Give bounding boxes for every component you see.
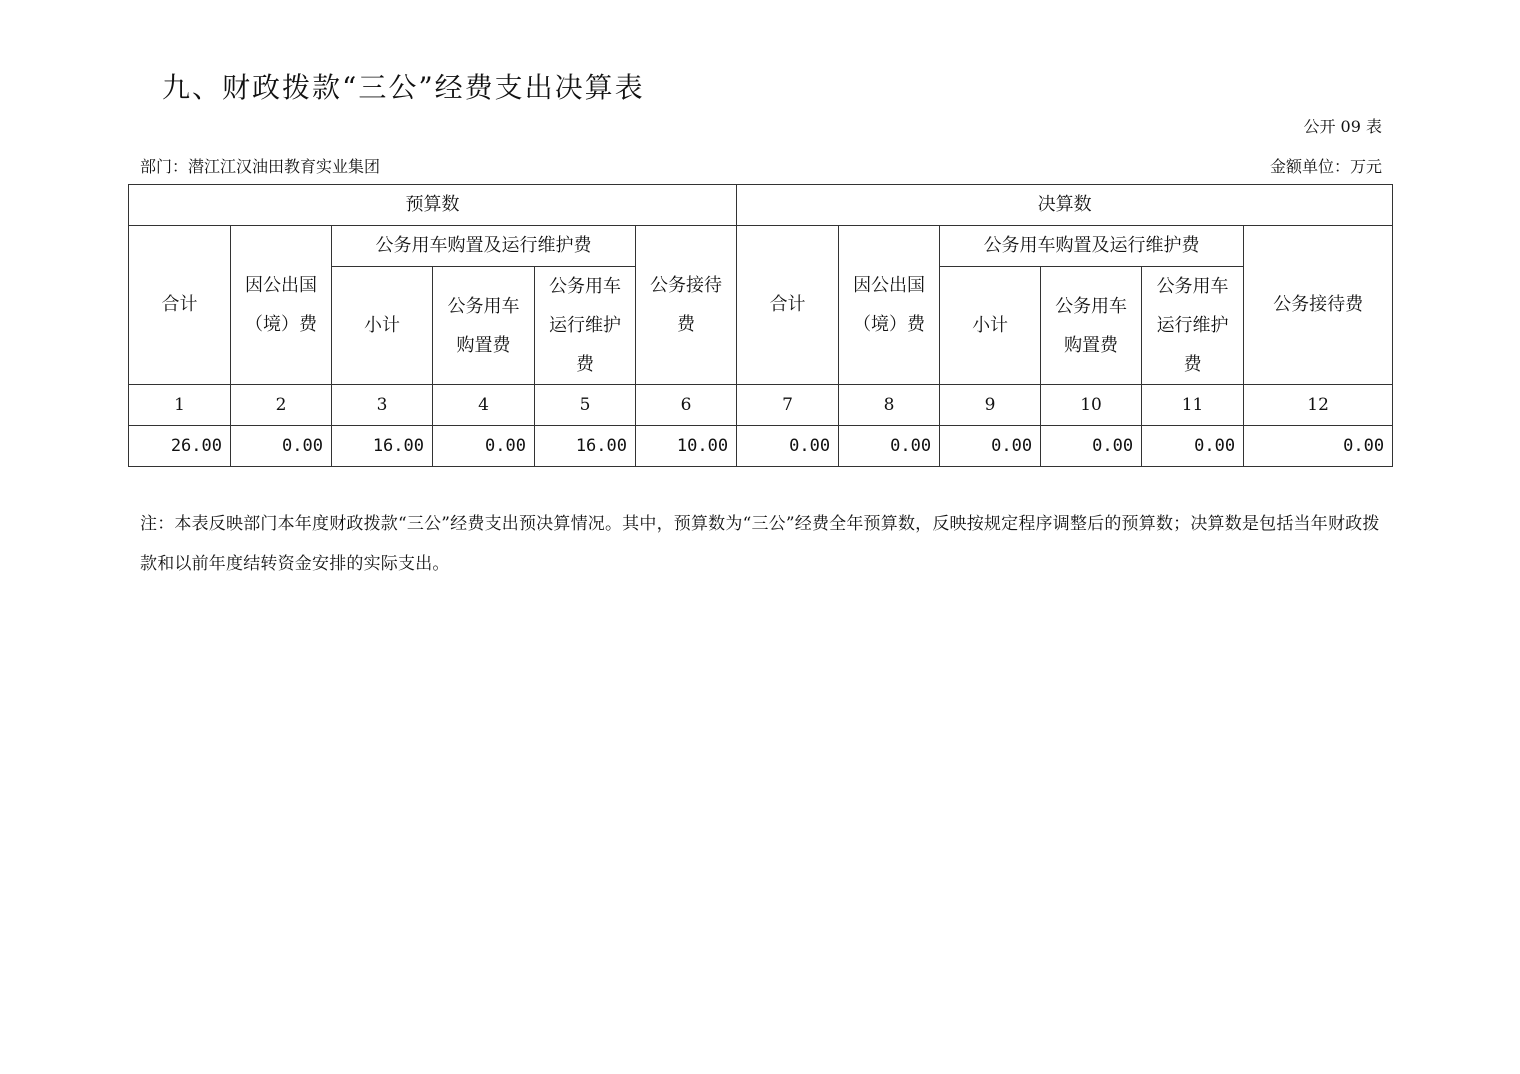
value-cell: 16.00 bbox=[535, 426, 636, 467]
page-title: 九、财政拨款“三公”经费支出决算表 bbox=[162, 71, 645, 104]
value-cell: 10.00 bbox=[636, 426, 737, 467]
index-cell: 10 bbox=[1041, 385, 1142, 426]
value-cell: 0.00 bbox=[940, 426, 1041, 467]
value-cell: 26.00 bbox=[129, 426, 231, 467]
index-cell: 9 bbox=[940, 385, 1041, 426]
column-header-row-1 bbox=[129, 226, 1393, 267]
value-cell: 0.00 bbox=[737, 426, 839, 467]
final-operation-label: 公务用车运行维护费 bbox=[1156, 276, 1229, 375]
budget-operation-header bbox=[535, 267, 636, 385]
form-number: 公开 09 表 bbox=[1303, 117, 1382, 136]
final-abroad-label: 因公出国（境）费 bbox=[853, 275, 926, 335]
index-cell: 4 bbox=[433, 385, 535, 426]
index-cell: 11 bbox=[1142, 385, 1244, 426]
final-purchase-label: 公务用车购置费 bbox=[1055, 295, 1128, 356]
budget-total-header: 合计 bbox=[129, 226, 231, 385]
final-operation-header bbox=[1142, 267, 1244, 385]
footnote: 注：本表反映部门本年度财政拨款“三公”经费支出预决算情况。其中，预算数为“三公”经费全年预算数，反映按规定程序调整后的预算数；决算数是包括当年财政拨款和以前年度结转资金安排的实际支出。 bbox=[140, 514, 1380, 574]
budget-abroad-header bbox=[231, 226, 332, 385]
final-purchase-header bbox=[1041, 267, 1142, 385]
budget-operation-label: 公务用车运行维护费 bbox=[549, 276, 621, 375]
budget-vehicle-group-header: 公务用车购置及运行维护费 bbox=[332, 226, 636, 267]
index-cell: 5 bbox=[535, 385, 636, 426]
value-cell: 0.00 bbox=[231, 426, 332, 467]
budget-reception-label: 公务接待费 bbox=[650, 275, 723, 335]
three-public-expense-table bbox=[128, 184, 1393, 467]
index-cell: 6 bbox=[636, 385, 737, 426]
index-cell: 1 bbox=[129, 385, 231, 426]
budget-reception-header bbox=[636, 226, 737, 385]
index-row bbox=[129, 385, 1393, 426]
budget-purchase-label: 公务用车购置费 bbox=[447, 295, 520, 356]
budget-abroad-label: 因公出国（境）费 bbox=[245, 275, 317, 335]
value-cell: 0.00 bbox=[1244, 426, 1393, 467]
budget-purchase-header bbox=[433, 267, 535, 385]
index-cell: 7 bbox=[737, 385, 839, 426]
department-label: 部门：潜江江汉油田教育实业集团 bbox=[140, 157, 381, 176]
final-vehicle-group-header: 公务用车购置及运行维护费 bbox=[940, 226, 1244, 267]
index-cell: 2 bbox=[231, 385, 332, 426]
value-cell: 16.00 bbox=[332, 426, 433, 467]
group-header-row bbox=[129, 185, 1393, 226]
budget-header: 预算数 bbox=[129, 185, 737, 226]
value-cell: 0.00 bbox=[1041, 426, 1142, 467]
index-cell: 12 bbox=[1244, 385, 1393, 426]
index-cell: 8 bbox=[839, 385, 940, 426]
budget-subtotal-header: 小计 bbox=[332, 267, 433, 385]
value-cell: 0.00 bbox=[1142, 426, 1244, 467]
amount-unit-label: 金额单位：万元 bbox=[1269, 157, 1382, 176]
final-subtotal-header: 小计 bbox=[940, 267, 1041, 385]
final-reception-header: 公务接待费 bbox=[1244, 226, 1393, 385]
final-abroad-header bbox=[839, 226, 940, 385]
final-total-header: 合计 bbox=[737, 226, 839, 385]
value-cell: 0.00 bbox=[839, 426, 940, 467]
index-cell: 3 bbox=[332, 385, 433, 426]
values-row bbox=[129, 426, 1393, 467]
value-cell: 0.00 bbox=[433, 426, 535, 467]
final-header: 决算数 bbox=[737, 185, 1393, 226]
